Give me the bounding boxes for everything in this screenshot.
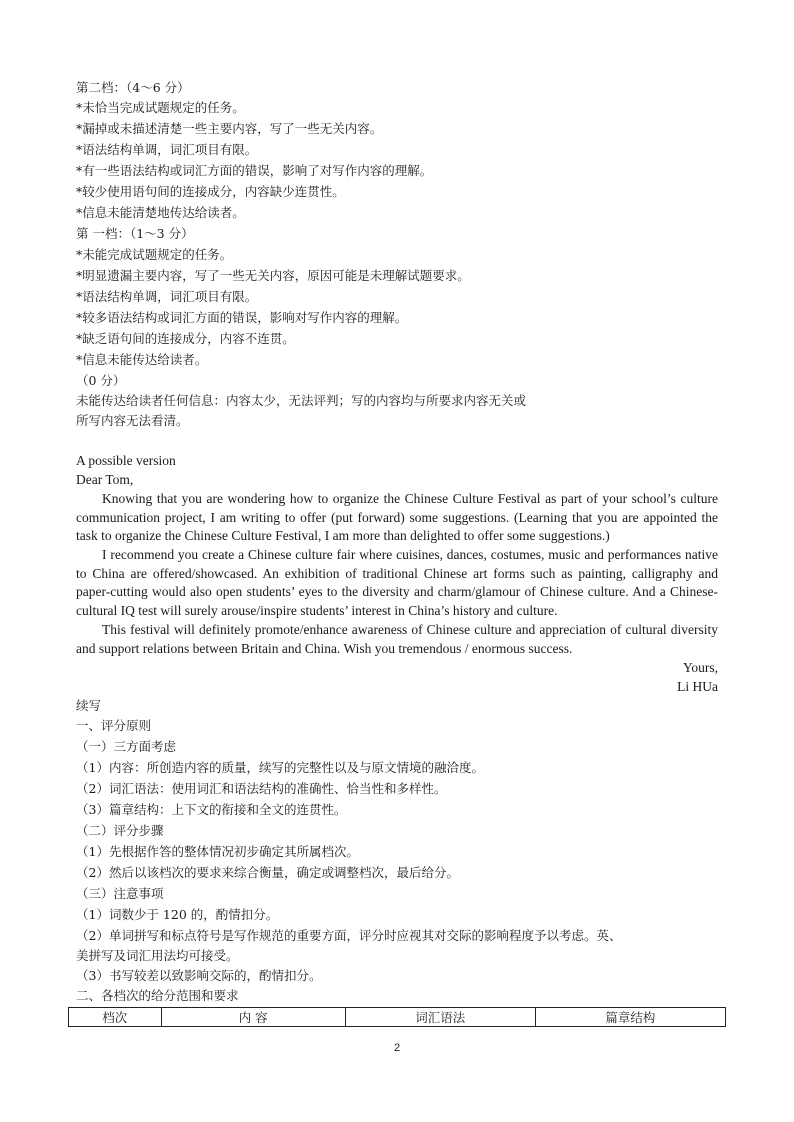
tier1-item: *较多语法结构或词汇方面的错误，影响对写作内容的理解。 bbox=[76, 310, 408, 325]
continuation-line: （1）词数少于 120 的，酌情扣分。 bbox=[76, 907, 279, 922]
page-number: 2 bbox=[393, 1042, 401, 1054]
table-header-cell: 词汇语法 bbox=[345, 1008, 535, 1027]
tier1-heading: 第 一档：（1～3 分） bbox=[76, 226, 194, 241]
tier2-item: *语法结构单调，词汇项目有限。 bbox=[76, 142, 258, 157]
tier1-item: *信息未能传达给读者。 bbox=[76, 352, 208, 367]
continuation-line: （三）注意事项 bbox=[76, 886, 164, 901]
letter-signature: Li HUa bbox=[677, 679, 718, 694]
table-header-row bbox=[69, 1008, 726, 1027]
continuation-title: 续写 bbox=[76, 698, 102, 713]
continuation-line: （1）先根据作答的整体情况初步确定其所属档次。 bbox=[76, 844, 359, 859]
continuation-line: （2）然后以该档次的要求来综合衡量，确定或调整档次，最后给分。 bbox=[76, 865, 459, 880]
continuation-line: 一、评分原则 bbox=[76, 718, 152, 733]
continuation-line: 美拼写及词汇用法均可接受。 bbox=[76, 948, 239, 963]
tier2-item: *信息未能清楚地传达给读者。 bbox=[76, 205, 245, 220]
table-header-cell: 档次 bbox=[69, 1008, 162, 1027]
tier1-item: *缺乏语句间的连接成分，内容不连贯。 bbox=[76, 331, 295, 346]
letter-paragraph: Knowing that you are wondering how to organize the Chinese Culture Festival as part of your school’s culture communication project, I am writing to offer (put forward) some suggestions. (Learning that you are appointed the task to organize the Chinese Culture Festival, I am more than delighted to offer some suggestions.) bbox=[76, 491, 718, 543]
letter-greeting: Dear Tom, bbox=[76, 472, 134, 487]
tier2-heading: 第二档：（4～6 分） bbox=[76, 80, 190, 95]
tier0-heading: （0 分） bbox=[76, 373, 126, 388]
sample-label: A possible version bbox=[76, 453, 176, 468]
letter-paragraph: This festival will definitely promote/enhance awareness of Chinese culture and appreciation of cultural diversity and support relations between Britain and China. Wish you tremendous / enormous success. bbox=[76, 622, 718, 656]
continuation-line: （一）三方面考虑 bbox=[76, 739, 177, 754]
continuation-line: （二）评分步骤 bbox=[76, 823, 164, 838]
table-header-cell: 篇章结构 bbox=[535, 1008, 725, 1027]
tier2-item: *漏掉或未描述清楚一些主要内容，写了一些无关内容。 bbox=[76, 121, 383, 136]
continuation-line: （1）内容：所创造内容的质量，续写的完整性以及与原文情境的融洽度。 bbox=[76, 760, 484, 775]
letter-closing: Yours, bbox=[682, 660, 718, 675]
tier2-item: *较少使用语句间的连接成分，内容缺少连贯性。 bbox=[76, 184, 345, 199]
tier2-item: *未恰当完成试题规定的任务。 bbox=[76, 100, 245, 115]
continuation-line: 二、各档次的给分范围和要求 bbox=[76, 988, 239, 1003]
letter-paragraph: I recommend you create a Chinese culture fair where cuisines, dances, costumes, music and performances native to China are offered/showcased. An exhibition of traditional Chinese art forms such as painting, calligraphy and paper-cutting would also open students’ eyes to the diversity and charm/glamour of Chinese culture. And a Chinese-cultural IQ test will surely arouse/inspire students’ interest in China’s history and culture. bbox=[76, 547, 718, 618]
tier1-item: *未能完成试题规定的任务。 bbox=[76, 247, 233, 262]
tier2-item: *有一些语法结构或词汇方面的错误，影响了对写作内容的理解。 bbox=[76, 163, 433, 178]
tier0-line: 所写内容无法看清。 bbox=[76, 413, 189, 428]
tier1-item: *明显遗漏主要内容，写了一些无关内容，原因可能是未理解试题要求。 bbox=[76, 268, 470, 283]
scoring-table bbox=[68, 1007, 726, 1027]
table-header-cell: 内 容 bbox=[161, 1008, 345, 1027]
tier0-line: 未能传达给读者任何信息：内容太少，无法评判；写的内容均与所要求内容无关或 bbox=[76, 393, 527, 408]
continuation-line: （3）篇章结构：上下文的衔接和全文的连贯性。 bbox=[76, 802, 347, 817]
continuation-line: （3）书写较差以致影响交际的，酌情扣分。 bbox=[76, 968, 322, 983]
continuation-line: （2）单词拼写和标点符号是写作规范的重要方面，评分时应视其对交际的影响程度予以考虑。英、 bbox=[76, 928, 622, 943]
tier1-item: *语法结构单调，词汇项目有限。 bbox=[76, 289, 258, 304]
continuation-line: （2）词汇语法：使用词汇和语法结构的准确性、恰当性和多样性。 bbox=[76, 781, 447, 796]
